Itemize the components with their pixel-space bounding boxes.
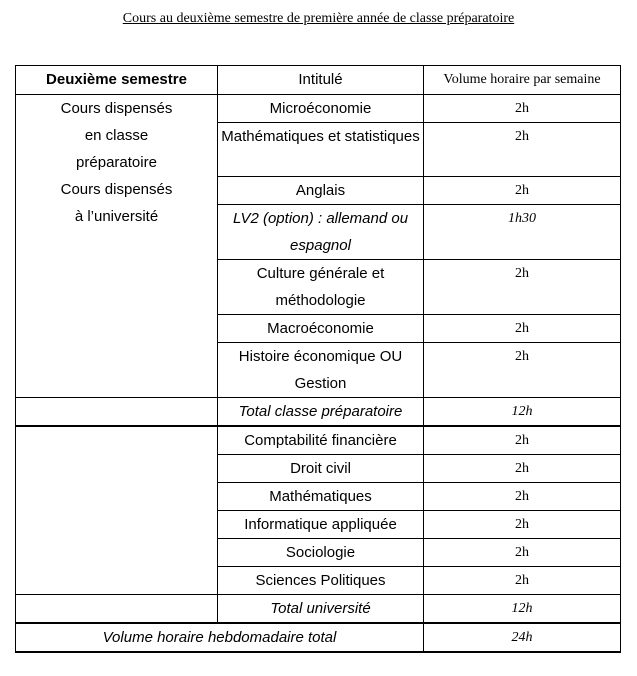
course-schedule-table <box>15 65 621 653</box>
course-hours: 2h <box>424 426 621 455</box>
course-hours: 2h <box>424 123 621 177</box>
course-name: Histoire économique OU Gestion <box>218 343 424 398</box>
course-hours: 2h <box>424 483 621 511</box>
course-hours: 1h30 <box>424 205 621 260</box>
course-hours: 2h <box>424 315 621 343</box>
table-row <box>16 426 621 455</box>
course-hours: 2h <box>424 539 621 567</box>
prepa-total-label: Total classe préparatoire <box>218 398 424 427</box>
course-name: LV2 (option) : allemand ou espagnol <box>218 205 424 260</box>
course-name: Comptabilité financière <box>218 426 424 455</box>
course-hours: 2h <box>424 455 621 483</box>
group-label-line: Cours dispensés <box>60 100 173 117</box>
university-group-cell <box>16 426 218 595</box>
course-name: Informatique appliquée <box>218 511 424 539</box>
group-label-line: en classe <box>84 127 149 144</box>
grand-total-label: Volume horaire hebdomadaire total <box>16 623 424 652</box>
grand-total-row <box>16 623 621 652</box>
table-header-row <box>16 66 621 95</box>
prepa-group-label <box>16 95 218 398</box>
course-name: Mathématiques et statistiques <box>218 123 424 177</box>
course-hours: 2h <box>424 511 621 539</box>
page-title: Cours au deuxième semestre de première année de classe préparatoire <box>122 11 515 26</box>
header-semester: Deuxième semestre <box>16 66 218 95</box>
header-weekly-hours: Volume horaire par semaine <box>424 66 621 95</box>
course-hours: 2h <box>424 567 621 595</box>
prepa-total-hours: 12h <box>424 398 621 427</box>
course-hours: 2h <box>424 177 621 205</box>
prepa-total-row <box>16 398 621 427</box>
group-label-line: préparatoire <box>76 154 157 171</box>
grand-total-hours: 24h <box>424 623 621 652</box>
course-name: Culture générale et méthodologie <box>218 260 424 315</box>
group-label-line: à l’université <box>74 208 159 225</box>
course-name: Mathématiques <box>218 483 424 511</box>
course-name: Droit civil <box>218 455 424 483</box>
header-course-title: Intitulé <box>218 66 424 95</box>
course-hours: 2h <box>424 343 621 398</box>
university-total-label: Total université <box>218 595 424 624</box>
university-total-row <box>16 595 621 624</box>
course-name: Microéconomie <box>218 95 424 123</box>
university-total-hours: 12h <box>424 595 621 624</box>
course-hours: 2h <box>424 260 621 315</box>
course-name: Anglais <box>218 177 424 205</box>
course-name: Macroéconomie <box>218 315 424 343</box>
course-name: Sciences Politiques <box>218 567 424 595</box>
empty-cell <box>16 398 218 427</box>
table-row <box>16 95 621 123</box>
empty-cell <box>16 595 218 624</box>
course-name: Sociologie <box>218 539 424 567</box>
course-hours: 2h <box>424 95 621 123</box>
group-label-line: Cours dispensés <box>60 181 173 198</box>
